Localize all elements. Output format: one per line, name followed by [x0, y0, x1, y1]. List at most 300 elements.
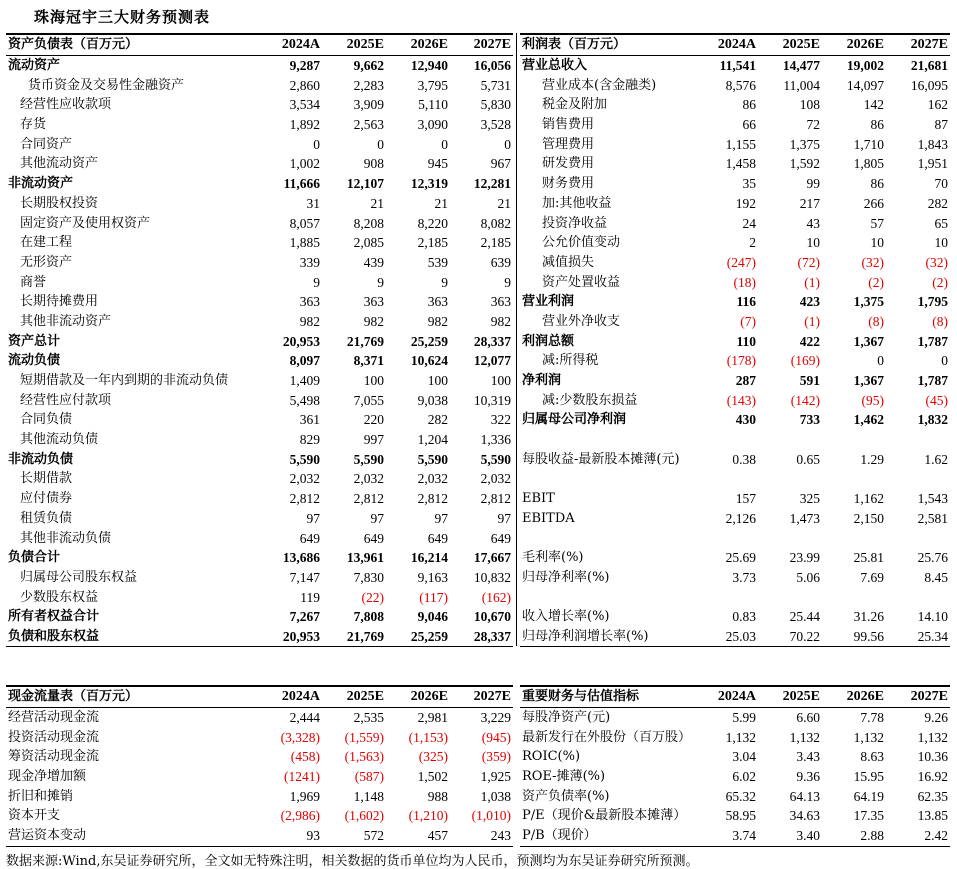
row-label: EBIT: [522, 491, 555, 507]
cell-value: 282: [927, 195, 948, 211]
table-row: [520, 174, 950, 194]
table-row: [520, 371, 950, 391]
cell-value: 3,795: [417, 77, 448, 93]
cell-value: 2,185: [417, 235, 448, 251]
cell-value: 1,795: [917, 294, 948, 310]
cell-value: 266: [863, 195, 884, 211]
cell-value: (247): [726, 254, 756, 270]
row-label: 减:少数股东损益: [542, 392, 638, 408]
cell-value: 982: [299, 313, 320, 329]
row-label: 长期股权投资: [20, 195, 99, 211]
cell-value: 997: [363, 432, 384, 448]
cell-value: [758, 469, 822, 489]
cell-value: (1): [804, 274, 820, 290]
cell-value: [692, 469, 758, 489]
cell-value: 9: [377, 274, 384, 290]
cell-value: (945): [481, 729, 511, 745]
table-row: [6, 826, 513, 846]
row-label: 在建工程: [20, 235, 73, 251]
cell-value: 325: [799, 491, 820, 507]
cell-value: 3.43: [796, 749, 820, 765]
cell-value: 287: [735, 373, 756, 389]
row-label: 负债和股东权益: [6, 627, 257, 647]
cell-value: (1241): [284, 769, 320, 785]
row-label: 最新发行在外股份（百万股）: [522, 729, 692, 745]
row-label: 经营活动现金流: [8, 710, 100, 726]
cell-value: 162: [927, 97, 948, 113]
cell-value: 65: [934, 215, 948, 231]
cell-value: 322: [490, 412, 511, 428]
cell-value: 64.19: [853, 788, 884, 804]
cell-value: 2,812: [480, 491, 511, 507]
cell-value: 93: [257, 826, 322, 846]
table-row: [520, 351, 950, 371]
cell-value: 9.26: [924, 710, 948, 726]
cell-value: 220: [363, 412, 384, 428]
table-row: [6, 134, 513, 154]
cell-value: (2): [868, 274, 884, 290]
cell-value: (32): [925, 254, 948, 270]
row-label: 存货: [20, 117, 47, 133]
cell-value: 5,830: [480, 97, 511, 113]
cell-value: 99: [806, 176, 820, 192]
cell-value: 65.32: [725, 788, 756, 804]
cell-value: 945: [427, 156, 448, 172]
column-divider: [516, 33, 517, 646]
table-header: [520, 34, 950, 55]
row-label: 利润总额: [522, 333, 575, 349]
table-row: [6, 331, 513, 351]
row-label: 归属母公司股东权益: [20, 569, 138, 585]
cell-value: 361: [299, 412, 320, 428]
cell-value: 17,667: [473, 550, 511, 566]
cell-value: 25,259: [410, 333, 448, 349]
cell-value: 17.35: [853, 808, 884, 824]
row-label: 无形资产: [20, 254, 73, 270]
cell-value: 97: [497, 510, 511, 526]
table-row: [6, 747, 513, 767]
cell-value: (1,602): [344, 808, 384, 824]
row-label: 投资活动现金流: [8, 729, 100, 745]
table-row: [6, 292, 513, 312]
table-row: [6, 75, 513, 95]
cell-value: 1,843: [917, 136, 948, 152]
row-label: 流动资产: [8, 58, 61, 74]
cell-value: 2,150: [853, 510, 884, 526]
cell-value: 422: [799, 333, 820, 349]
row-label: 减:所得税: [542, 353, 599, 369]
table-row: [6, 707, 513, 727]
row-label: 长期待摊费用: [20, 294, 99, 310]
year-header: 2027E: [886, 34, 950, 55]
cell-value: 3,909: [353, 97, 384, 113]
row-label: 税金及附加: [542, 97, 608, 113]
cell-value: (162): [481, 589, 511, 605]
cell-value: 10.36: [917, 749, 948, 765]
cell-value: 1,367: [853, 333, 884, 349]
cell-value: 8,371: [353, 353, 384, 369]
table-row: [6, 587, 513, 607]
table-row: [6, 390, 513, 410]
cell-value: 97: [370, 510, 384, 526]
cell-value: 12,077: [473, 353, 511, 369]
income-statement-table: [520, 33, 950, 647]
cell-value: 649: [490, 530, 511, 546]
row-label: 短期借款及一年内到期的非流动负债: [20, 373, 229, 389]
cell-value: (45): [925, 392, 948, 408]
cell-value: 14.10: [917, 609, 948, 625]
cell-value: (22): [361, 589, 384, 605]
table-row: [520, 528, 950, 548]
cell-value: 16,056: [473, 58, 511, 74]
cell-value: 2,032: [353, 471, 384, 487]
cell-value: 8,057: [289, 215, 320, 231]
row-label: 加:其他收益: [542, 195, 612, 211]
table-row: [6, 154, 513, 174]
cell-value: 6.02: [732, 769, 756, 785]
cell-value: 108: [799, 97, 820, 113]
row-label: 应付债券: [20, 491, 73, 507]
row-label: 少数股东权益: [20, 589, 99, 605]
table-title: 利润表（百万元）: [520, 34, 692, 55]
cell-value: 25,259: [386, 627, 450, 647]
cell-value: 1,543: [917, 491, 948, 507]
cell-value: 23.99: [789, 550, 820, 566]
row-label: 流动负债: [8, 353, 61, 369]
table-row: [6, 548, 513, 568]
cell-value: 0: [504, 136, 511, 152]
cell-value: (169): [790, 353, 820, 369]
table-row: [520, 568, 950, 588]
cell-value: 2,812: [353, 491, 384, 507]
cell-value: 57: [870, 215, 884, 231]
table-row: [6, 430, 513, 450]
cell-value: (2): [932, 274, 948, 290]
cell-value: [822, 430, 886, 450]
cell-value: 8,220: [417, 215, 448, 231]
cell-value: 12,940: [410, 58, 448, 74]
cell-value: 363: [490, 294, 511, 310]
table-row: [520, 806, 950, 826]
cell-value: 363: [299, 294, 320, 310]
cell-value: 3.04: [732, 749, 756, 765]
cell-value: 9,046: [417, 609, 448, 625]
table-row: [6, 233, 513, 253]
table-row: [520, 390, 950, 410]
cell-value: 282: [427, 412, 448, 428]
row-label: 折旧和摊销: [8, 788, 74, 804]
cell-value: (3,328): [280, 729, 320, 745]
cell-value: 1,038: [480, 788, 511, 804]
cell-value: 8.63: [860, 749, 884, 765]
cell-value: 1,592: [789, 156, 820, 172]
cell-value: (8): [868, 313, 884, 329]
cell-value: 591: [799, 373, 820, 389]
cell-value: 100: [427, 373, 448, 389]
cell-value: 363: [427, 294, 448, 310]
cell-value: 28,337: [473, 333, 511, 349]
cashflow-table: [6, 685, 513, 847]
cell-value: 34.63: [789, 808, 820, 824]
cell-value: (359): [481, 749, 511, 765]
cell-value: 142: [863, 97, 884, 113]
cell-value: 733: [799, 412, 820, 428]
row-label: 非流动资产: [8, 176, 74, 192]
row-label: 筹资活动现金流: [8, 749, 100, 765]
cell-value: 5,590: [417, 451, 448, 467]
cell-value: (7): [740, 313, 756, 329]
table-row: [6, 767, 513, 787]
cell-value: 70: [934, 176, 948, 192]
cell-value: (143): [726, 392, 756, 408]
cell-value: 2,032: [480, 471, 511, 487]
cell-value: 5,590: [480, 451, 511, 467]
cell-value: 2,283: [353, 77, 384, 93]
cell-value: 97: [306, 510, 320, 526]
row-label: 每股净资产(元): [522, 710, 611, 726]
cell-value: 8.45: [924, 569, 948, 585]
cell-value: (178): [726, 353, 756, 369]
row-label: 货币资金及交易性金融资产: [28, 77, 185, 93]
row-label: 投资净收益: [542, 215, 608, 231]
cell-value: 2,812: [417, 491, 448, 507]
cell-value: 10,832: [473, 569, 511, 585]
cell-value: 25.69: [725, 550, 756, 566]
row-label: 收入增长率(%): [522, 609, 610, 625]
cell-value: 5,110: [418, 97, 448, 113]
cell-value: 1,885: [289, 235, 320, 251]
cell-value: 2,581: [917, 510, 948, 526]
row-label: 研发费用: [542, 156, 595, 172]
table-row: [6, 312, 513, 332]
cell-value: 1,892: [289, 117, 320, 133]
row-label: P/E（现价&最新股本摊薄）: [522, 808, 687, 824]
cell-value: 11,541: [719, 58, 756, 74]
cell-value: 217: [799, 195, 820, 211]
cell-value: (1,559): [344, 729, 384, 745]
cell-value: 1,375: [853, 294, 884, 310]
cell-value: 1,925: [480, 769, 511, 785]
cell-value: 192: [735, 195, 756, 211]
cell-value: 423: [799, 294, 820, 310]
cell-value: 1,002: [289, 156, 320, 172]
table-row: [6, 727, 513, 747]
cell-value: 157: [735, 491, 756, 507]
cell-value: 21,681: [910, 58, 948, 74]
cell-value: 2,032: [289, 471, 320, 487]
cell-value: 25.34: [886, 627, 950, 647]
cell-value: 24: [742, 215, 756, 231]
cell-value: 2,126: [725, 510, 756, 526]
cell-value: 7,830: [353, 569, 384, 585]
cell-value: 1,336: [480, 432, 511, 448]
table-row: [520, 272, 950, 292]
cell-value: 13.85: [917, 808, 948, 824]
cell-value: (1,153): [408, 729, 448, 745]
cell-value: 1.62: [924, 451, 948, 467]
cell-value: 9,163: [417, 569, 448, 585]
cell-value: 1,162: [853, 491, 884, 507]
cell-value: (2,986): [280, 808, 320, 824]
year-header: 2024A: [257, 34, 322, 55]
cell-value: [886, 430, 950, 450]
cell-value: 3.40: [758, 826, 822, 846]
row-label: 合同资产: [20, 136, 73, 152]
cell-value: 339: [299, 254, 320, 270]
year-header: 2024A: [692, 686, 758, 707]
row-label: ROIC(%): [522, 749, 581, 765]
page-title: 珠海冠宇三大财务预测表: [34, 8, 211, 26]
cell-value: 13,961: [346, 550, 384, 566]
cell-value: 5.06: [796, 569, 820, 585]
table-row: [520, 312, 950, 332]
cell-value: (142): [790, 392, 820, 408]
cell-value: 988: [427, 788, 448, 804]
cell-value: [758, 528, 822, 548]
cell-value: 20,953: [257, 627, 322, 647]
year-header: 2025E: [758, 34, 822, 55]
cell-value: 1,458: [725, 156, 756, 172]
cell-value: 1,473: [789, 510, 820, 526]
cell-value: 5,731: [480, 77, 511, 93]
table-header: [6, 34, 513, 55]
cell-value: 3.73: [732, 569, 756, 585]
cell-value: 97: [434, 510, 448, 526]
row-label: 商誉: [20, 274, 47, 290]
year-header: 2026E: [822, 686, 886, 707]
cell-value: 8,208: [353, 215, 384, 231]
cell-value: 2.42: [886, 826, 950, 846]
cell-value: 21,769: [322, 627, 386, 647]
row-label: 租赁负债: [20, 510, 73, 526]
cell-value: 86: [870, 176, 884, 192]
cell-value: 7,055: [353, 392, 384, 408]
cell-value: [822, 587, 886, 607]
cell-value: 908: [363, 156, 384, 172]
cell-value: (95): [861, 392, 884, 408]
cell-value: 21: [370, 195, 384, 211]
row-label: 每股收益-最新股本摊薄(元): [522, 451, 680, 467]
table-row: [6, 55, 513, 75]
cell-value: 649: [363, 530, 384, 546]
row-label: 资本开支: [8, 808, 61, 824]
cell-value: 1.29: [860, 451, 884, 467]
row-label: 归母净利润增长率(%): [520, 627, 692, 647]
row-label: 营业外净收支: [542, 313, 621, 329]
table-row: [520, 469, 950, 489]
row-label: 合同负债: [20, 412, 73, 428]
cell-value: 25.76: [917, 550, 948, 566]
cell-value: 1,132: [725, 729, 756, 745]
cell-value: [886, 469, 950, 489]
row-label: [520, 587, 692, 607]
cell-value: 982: [427, 313, 448, 329]
cell-value: 967: [490, 156, 511, 172]
table-row: [520, 95, 950, 115]
row-label: EBITDA: [522, 510, 575, 526]
cell-value: (1,563): [344, 749, 384, 765]
cell-value: (1,210): [408, 808, 448, 824]
table-row: [6, 489, 513, 509]
table-row: [520, 786, 950, 806]
cell-value: 7.78: [860, 710, 884, 726]
cell-value: 28,337: [450, 627, 513, 647]
table-row: [520, 410, 950, 430]
table-row: [520, 134, 950, 154]
cell-value: 16.92: [917, 769, 948, 785]
cell-value: [758, 430, 822, 450]
row-label: 其他非流动资产: [20, 313, 112, 329]
footnote: 数据来源:Wind,东吴证券研究所，全文如无特殊注明，相关数据的货币单位均为人民币，预测均为东吴证券研究所预测。: [6, 854, 699, 869]
cell-value: 0: [877, 353, 884, 369]
cell-value: 3.74: [692, 826, 758, 846]
cell-value: 100: [363, 373, 384, 389]
cell-value: 1,832: [917, 412, 948, 428]
row-label: 资产负债率(%): [522, 788, 610, 804]
cell-value: 9,038: [417, 392, 448, 408]
cell-value: 10,670: [473, 609, 511, 625]
cell-value: 10,624: [410, 353, 448, 369]
row-label: [520, 528, 692, 548]
table-row: [520, 292, 950, 312]
cell-value: 539: [427, 254, 448, 270]
cell-value: 70.22: [758, 627, 822, 647]
cell-value: 243: [450, 826, 513, 846]
cell-value: 1,787: [917, 333, 948, 349]
cell-value: 7,808: [353, 609, 384, 625]
table-row: [6, 528, 513, 548]
cell-value: 25.81: [853, 550, 884, 566]
cell-value: 1,132: [789, 729, 820, 745]
cell-value: 0.38: [732, 451, 756, 467]
table-row: [6, 607, 513, 627]
cell-value: 0: [941, 353, 948, 369]
cell-value: [758, 587, 822, 607]
table-row: [6, 469, 513, 489]
cell-value: 64.13: [789, 788, 820, 804]
year-header: 2024A: [257, 686, 322, 707]
cell-value: 7.69: [860, 569, 884, 585]
table-row: [6, 194, 513, 214]
cell-value: 25.03: [692, 627, 758, 647]
cell-value: 0: [377, 136, 384, 152]
cell-value: 10,319: [473, 392, 511, 408]
cell-value: (1): [804, 313, 820, 329]
cell-value: 62.35: [917, 788, 948, 804]
cell-value: 8,097: [289, 353, 320, 369]
row-label: 所有者权益合计: [8, 609, 100, 625]
row-label: 固定资产及使用权资产: [20, 215, 151, 231]
row-label: 归母净利率(%): [522, 569, 610, 585]
table-row: [520, 489, 950, 509]
row-label: 经营性应收款项: [20, 97, 112, 113]
cell-value: 15.95: [853, 769, 884, 785]
cell-value: 1,409: [289, 373, 320, 389]
cell-value: 86: [870, 117, 884, 133]
cell-value: 982: [363, 313, 384, 329]
cell-value: [886, 587, 950, 607]
table-row: [520, 430, 950, 450]
table-row: [6, 272, 513, 292]
cell-value: (32): [861, 254, 884, 270]
cell-value: 2: [749, 235, 756, 251]
year-header: 2026E: [386, 686, 450, 707]
cell-value: 6.60: [796, 710, 820, 726]
table-row: [520, 727, 950, 747]
table-row: [6, 806, 513, 826]
cell-value: 11,666: [283, 176, 320, 192]
cell-value: 572: [322, 826, 386, 846]
